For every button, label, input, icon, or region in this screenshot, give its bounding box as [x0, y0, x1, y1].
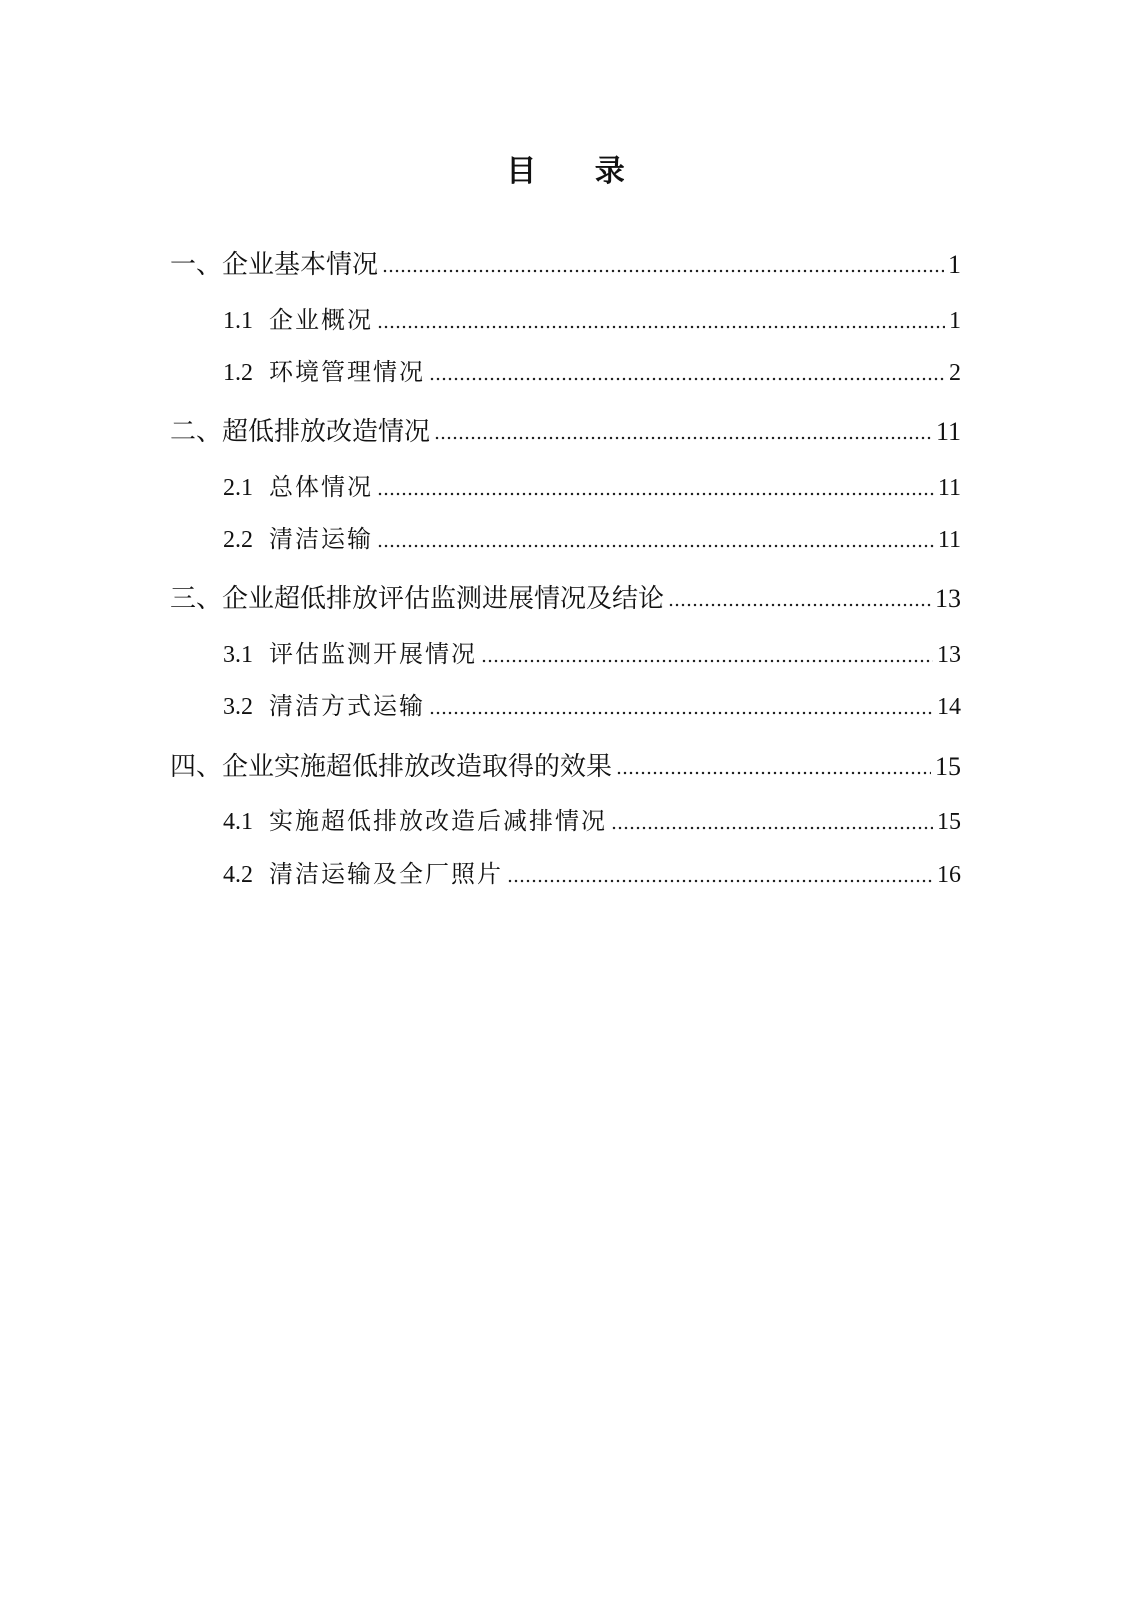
toc-subsection-3-1[interactable] — [223, 637, 961, 672]
toc-section-1[interactable] — [170, 248, 961, 282]
toc-subsection-4-1[interactable] — [223, 804, 961, 839]
toc-subsection-3-2[interactable] — [223, 689, 961, 724]
toc-subsection-number: 4.2 — [223, 862, 253, 888]
toc-page-number: 2 — [949, 360, 961, 386]
dot-leader — [611, 825, 933, 831]
dot-leader — [434, 435, 932, 441]
dot-leader — [429, 710, 933, 716]
dot-leader — [616, 770, 931, 776]
dot-leader — [377, 491, 934, 497]
toc-section-title: 四、企业实施超低排放改造取得的效果 — [170, 752, 613, 782]
toc-subsection-title: 清洁运输 — [269, 525, 373, 553]
toc-subsection-number: 1.1 — [223, 308, 253, 334]
toc-page-number: 14 — [937, 694, 961, 720]
toc-page-number: 11 — [937, 475, 961, 501]
dot-leader — [377, 543, 934, 549]
toc-subsection-1-2[interactable] — [223, 355, 961, 390]
toc-subsection-number: 2.1 — [223, 475, 253, 501]
dot-leader — [382, 268, 944, 274]
toc-subsection-title: 清洁运输及全厂照片 — [269, 860, 503, 888]
toc-page-number: 1 — [949, 308, 961, 334]
toc-subsection-number: 4.1 — [223, 809, 253, 835]
toc-section-3[interactable] — [170, 582, 961, 616]
toc-page-number: 1 — [948, 250, 961, 279]
toc-subsection-title: 清洁方式运输 — [269, 692, 425, 720]
toc-section-2[interactable] — [170, 415, 961, 449]
toc-page-number: 13 — [935, 584, 961, 613]
toc-section-title: 一、企业基本情况 — [170, 250, 379, 280]
toc-subsection-title: 总体情况 — [269, 473, 373, 501]
toc-section-title: 二、超低排放改造情况 — [170, 417, 431, 447]
toc-subsection-title: 评估监测开展情况 — [269, 640, 477, 668]
dot-leader — [668, 602, 931, 608]
toc-subsection-number: 3.1 — [223, 642, 253, 668]
toc-page-number: 15 — [937, 809, 961, 835]
toc-subsection-2-1[interactable] — [223, 470, 961, 505]
toc-page-number: 15 — [935, 752, 961, 781]
toc-subsection-title: 环境管理情况 — [269, 358, 425, 386]
dot-leader — [429, 376, 945, 382]
dot-leader — [481, 658, 933, 664]
page-title: 目 录 — [506, 154, 649, 189]
toc-subsection-title: 实施超低排放改造后减排情况 — [269, 807, 607, 835]
toc-subsection-number: 1.2 — [223, 360, 253, 386]
toc-page-number: 16 — [937, 862, 961, 888]
toc-section-title: 三、企业超低排放评估监测进展情况及结论 — [170, 584, 665, 614]
toc-subsection-4-2[interactable] — [223, 857, 961, 892]
toc-subsection-number: 2.2 — [223, 527, 253, 553]
toc-subsection-title: 企业概况 — [269, 306, 373, 334]
toc-page-number: 11 — [935, 417, 961, 446]
toc-subsection-number: 3.2 — [223, 694, 253, 720]
dot-leader — [377, 324, 945, 330]
dot-leader — [507, 878, 933, 884]
toc-page-number: 13 — [937, 642, 961, 668]
toc-subsection-1-1[interactable] — [223, 303, 961, 338]
toc-subsection-2-2[interactable] — [223, 522, 961, 557]
toc-page-number: 11 — [937, 527, 961, 553]
toc-section-4[interactable] — [170, 750, 961, 784]
